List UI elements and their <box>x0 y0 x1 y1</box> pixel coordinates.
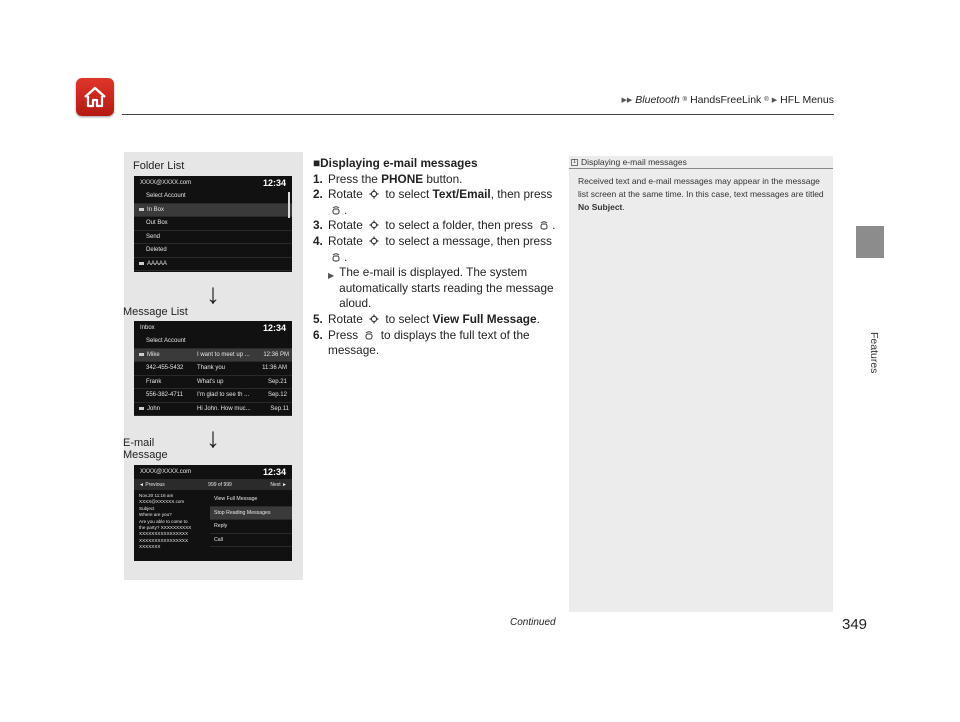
enter-button-icon <box>331 205 341 215</box>
step-5: 5. Rotate to select View Full Message. <box>313 311 540 326</box>
folder-outbox[interactable]: Out Box <box>134 217 292 231</box>
side-note <box>569 156 833 612</box>
step-1: 1. Press the PHONE button. <box>313 171 463 186</box>
message-text: XXXXXXX <box>139 544 161 550</box>
section-tab-label: Features <box>868 332 880 374</box>
step-2: 2. Rotate to select Text/Email, then press . <box>313 187 553 217</box>
message-text: XXXXXXXXXXXXXXXX <box>139 531 189 537</box>
message-date: Nov.20 11:16 am <box>139 493 174 498</box>
mail-icon <box>139 407 144 410</box>
scrollbar[interactable] <box>288 192 290 218</box>
message-row[interactable]: John Hi John. How muc... Sep.11 <box>134 403 292 417</box>
folder-send[interactable]: Send <box>134 231 292 245</box>
step-4: 4. Rotate to select a message, then press . <box>313 233 552 264</box>
message-row[interactable]: Mike I want to meet up ... 12:36 PM <box>134 349 292 363</box>
message-nav-bar <box>134 479 292 490</box>
next-button[interactable]: Next ► <box>270 481 287 488</box>
breadcrumb-arrow-icon: ▶ <box>771 97 778 104</box>
section-tab-label-wrap <box>868 332 882 392</box>
previous-button[interactable]: ◄ Previous <box>139 481 165 488</box>
message-list-label: Message List <box>123 306 188 318</box>
folder-list-label: Folder List <box>133 160 185 172</box>
note-reference-icon: 1 <box>572 158 577 165</box>
step-4-result: ▶ The e-mail is displayed. The system automatically starts reading the message aloud. <box>328 265 554 311</box>
message-row[interactable]: 342-455-5432 Thank you 11:36 AM <box>134 362 292 376</box>
message-list-screen <box>134 321 292 416</box>
folder-list-screen <box>134 176 292 272</box>
enter-button-icon <box>331 252 341 262</box>
screen-topbar <box>134 176 292 190</box>
screen-topbar <box>134 321 292 335</box>
breadcrumb-hfl-menus[interactable]: HFL Menus <box>780 94 834 106</box>
inbox-title: Inbox <box>140 325 155 331</box>
menu-stop-reading[interactable]: Stop Reading Messages <box>210 507 292 521</box>
step-3: 3. Rotate to select a folder, then press . <box>313 218 556 233</box>
message-text: Are you able to come to <box>139 518 188 524</box>
home-button[interactable] <box>76 78 114 116</box>
registered-mark: ® <box>764 97 769 103</box>
selector-knob-icon <box>369 220 379 230</box>
email-message-label: E-mail Message <box>123 437 168 461</box>
side-note-header: 1 Displaying e-mail messages <box>569 156 833 169</box>
menu-reply[interactable]: Reply <box>210 520 292 534</box>
message-content <box>134 490 292 551</box>
enter-button-icon <box>364 330 374 340</box>
menu-call[interactable]: Call <box>210 534 292 548</box>
account-name: XXXX@XXXX.com <box>140 180 192 186</box>
breadcrumb-bluetooth[interactable]: Bluetooth <box>635 94 680 106</box>
home-icon <box>82 85 108 109</box>
instructions <box>313 156 557 359</box>
header-divider <box>122 114 834 115</box>
account-name: XXXX@XXXX.com <box>140 469 192 475</box>
mail-icon <box>139 262 144 265</box>
email-message-screen <box>134 465 292 561</box>
menu-view-full-message[interactable]: View Full Message <box>210 493 292 507</box>
section-heading: ■Displaying e-mail messages <box>313 156 478 170</box>
selector-knob-icon <box>369 189 379 199</box>
continued-label: Continued <box>510 617 556 628</box>
registered-mark: ® <box>682 97 688 103</box>
breadcrumb <box>622 94 834 106</box>
section-tab <box>856 226 884 258</box>
step-6: 6. Press to displays the full text of the message. <box>313 327 530 358</box>
folder-aaaaa[interactable]: AAAAA <box>134 258 292 272</box>
mail-icon <box>139 208 144 211</box>
message-text: the party? XXXXXXXXXX <box>139 525 192 531</box>
enter-button-icon <box>539 220 549 230</box>
message-counter: 999 of 999 <box>208 481 232 488</box>
selector-knob-icon <box>369 236 379 246</box>
message-menu <box>210 493 292 551</box>
clock: 12:34 <box>262 178 286 188</box>
message-from: XXXX@XXXXXX.com <box>139 499 185 505</box>
clock: 12:34 <box>262 323 286 333</box>
folder-select-account[interactable]: Select Account <box>134 190 292 204</box>
message-select-account[interactable]: Select Account <box>134 335 292 349</box>
screen-topbar <box>134 465 292 479</box>
mail-icon <box>139 353 144 356</box>
message-row[interactable]: 556-382-4711 I'm glad to see th ... Sep.12 <box>134 389 292 403</box>
breadcrumb-arrow-icon: ▶▶ <box>621 97 633 104</box>
message-text: Where are you? <box>139 512 172 518</box>
selector-knob-icon <box>369 314 379 324</box>
clock: 12:34 <box>262 467 286 477</box>
down-arrow-icon: ↓ <box>206 422 220 453</box>
result-arrow-icon: ▶ <box>328 271 335 281</box>
folder-deleted[interactable]: Deleted <box>134 244 292 258</box>
message-subject: Subject <box>139 505 155 511</box>
folder-inbox[interactable]: In Box <box>134 204 292 218</box>
message-text: XXXXXXXXXXXXXXXX <box>139 537 189 543</box>
message-row[interactable]: Frank What's up Sep.21 <box>134 376 292 390</box>
breadcrumb-handsfreelink[interactable]: HandsFreeLink <box>690 94 762 106</box>
message-body <box>134 493 210 551</box>
side-note-body: Received text and e-mail messages may appear in the message list screen at the same time. In this case, text messages are titled No Subject. <box>578 176 824 212</box>
down-arrow-icon: ↓ <box>206 278 220 309</box>
page-number: 349 <box>842 616 868 633</box>
